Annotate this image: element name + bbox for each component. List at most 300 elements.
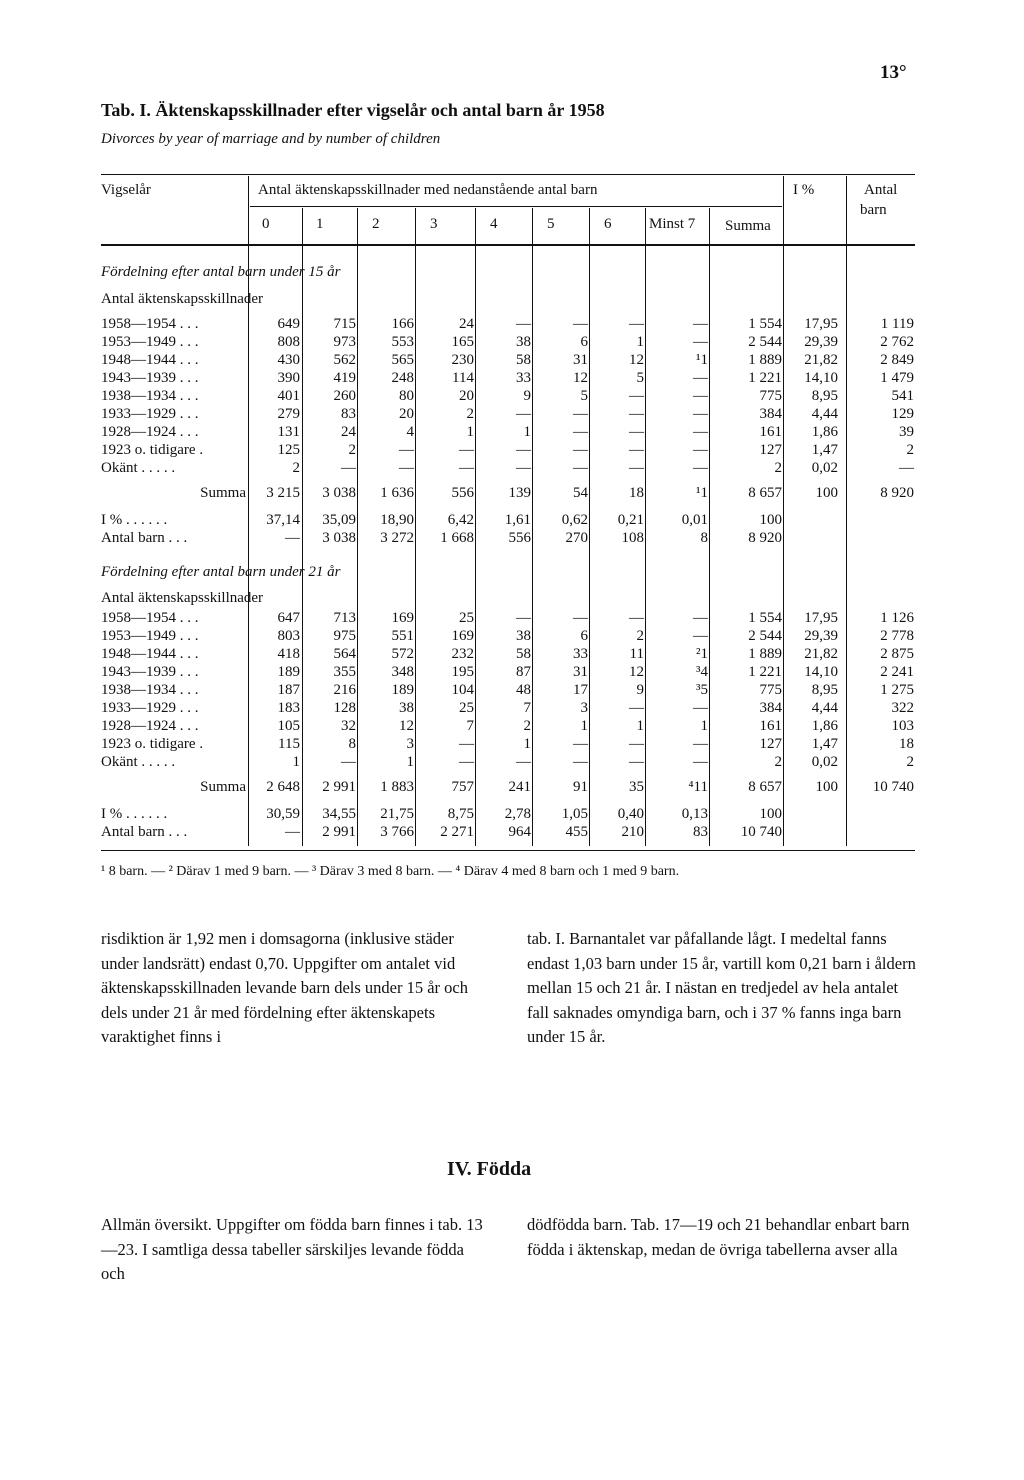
- table-cell: 1: [523, 736, 531, 752]
- section-subtitle: Antal äktenskapsskillnader: [101, 291, 264, 307]
- table-cell: 8: [348, 736, 356, 752]
- header-vigselar: Vigselår: [101, 182, 151, 198]
- table-cell: —: [693, 406, 708, 422]
- row-label: 1948—1944 . . .: [101, 646, 199, 662]
- table-cell: 973: [333, 334, 356, 350]
- table-cell: 775: [759, 388, 782, 404]
- table-cell: 189: [391, 682, 414, 698]
- table-cell: 715: [333, 316, 356, 332]
- table-cell: 161: [759, 718, 782, 734]
- table-cell: 80: [399, 388, 414, 404]
- table-cell: —: [693, 700, 708, 716]
- table-cell: —: [341, 460, 356, 476]
- page-number: 13°: [880, 62, 907, 83]
- table-cell: 29,39: [804, 334, 838, 350]
- table-cell: 12: [399, 718, 414, 734]
- table-cell: 808: [277, 334, 300, 350]
- table-cell: 31: [573, 664, 588, 680]
- table-cell: 24: [459, 316, 474, 332]
- table-cell: —: [693, 460, 708, 476]
- row-label: 1938—1934 . . .: [101, 388, 199, 404]
- table-cell: 1,47: [811, 736, 838, 752]
- header-barn-1: Antal: [864, 182, 898, 198]
- table-cell: 1 554: [748, 316, 782, 332]
- table-cell: —: [285, 824, 300, 840]
- table-cell: 20: [459, 388, 474, 404]
- table-cell: 34,55: [322, 806, 356, 822]
- table-cell: 48: [516, 682, 531, 698]
- table-cell: 1 221: [748, 370, 782, 386]
- table-cell: 1,86: [811, 718, 838, 734]
- section-subtitle: Antal äktenskapsskillnader: [101, 590, 264, 606]
- table-cell: 2: [523, 718, 531, 734]
- table-cell: 2: [292, 460, 300, 476]
- row-label: 1928—1924 . . .: [101, 424, 199, 440]
- table-cell: ¹1: [696, 485, 708, 501]
- table-cell: —: [573, 424, 588, 440]
- table-cell: —: [573, 460, 588, 476]
- table-cell: 0,62: [561, 512, 588, 528]
- table-row: [0, 645, 1024, 663]
- table-cell: —: [516, 442, 531, 458]
- table-bottom-rule: [101, 850, 915, 851]
- row-label: 1948—1944 . . .: [101, 352, 199, 368]
- table-cell: 2 271: [440, 824, 474, 840]
- table-cell: 7: [466, 718, 474, 734]
- table-cell: 1: [466, 424, 474, 440]
- table-cell: 4: [406, 424, 414, 440]
- table-cell: 125: [277, 442, 300, 458]
- table-cell: —: [573, 754, 588, 770]
- table-cell: 8 657: [748, 485, 782, 501]
- table-row: [0, 315, 1024, 333]
- table-cell: 390: [277, 370, 300, 386]
- header-group-rule: [250, 206, 782, 207]
- table-cell: 128: [333, 700, 356, 716]
- body-text-left: risdiktion är 1,92 men i domsagorna (inklusive städer under landsrätt) endast 0,70. Uppgifter om antalet vid äktenskapsskillnaden levande barn dels under 15 år och dels under 21 år med fördelning efter äktenskapets varaktighet finns i: [101, 929, 469, 1046]
- table-cell: —: [285, 530, 300, 546]
- body-text-2-left: Allmän översikt. Uppgifter om födda barn finnes i tab. 13—23. I samtliga dessa tabeller särskiljes levande födda och: [101, 1215, 483, 1283]
- table-cell: 401: [277, 388, 300, 404]
- table-cell: 541: [891, 388, 914, 404]
- table-cell: —: [629, 388, 644, 404]
- table-row: [0, 351, 1024, 369]
- table-cell: 58: [516, 352, 531, 368]
- table-cell: 18,90: [380, 512, 414, 528]
- row-label: Antal barn . . .: [101, 530, 188, 546]
- table-row: [0, 423, 1024, 441]
- table-cell: 1: [636, 718, 644, 734]
- table-cell: 2 648: [266, 779, 300, 795]
- table-cell: 322: [891, 700, 914, 716]
- row-label: 1938—1934 . . .: [101, 682, 199, 698]
- table-cell: 1 889: [748, 352, 782, 368]
- header-group: Antal äktenskapsskillnader med nedanstående antal barn: [258, 182, 598, 198]
- header-col-6: 6: [604, 216, 612, 232]
- table-cell: 169: [391, 610, 414, 626]
- table-cell: 25: [459, 700, 474, 716]
- table-cell: —: [629, 754, 644, 770]
- table-cell: 2 762: [880, 334, 914, 350]
- table-cell: 564: [333, 646, 356, 662]
- table-cell: 104: [451, 682, 474, 698]
- table-subtitle: Divorces by year of marriage and by number of children: [101, 131, 441, 147]
- table-cell: 1,86: [811, 424, 838, 440]
- table-cell: 1,05: [561, 806, 588, 822]
- row-label: 1923 o. tidigare .: [101, 736, 204, 752]
- table-cell: 58: [516, 646, 531, 662]
- table-cell: 562: [333, 352, 356, 368]
- header-col-2: 2: [372, 216, 380, 232]
- table-cell: 1,47: [811, 442, 838, 458]
- footnotes: ¹ 8 barn. — ² Därav 1 med 9 barn. — ³ Därav 3 med 8 barn. — ⁴ Därav 4 med 8 barn och 1 med 9 barn.: [101, 864, 680, 879]
- table-cell: 1,61: [504, 512, 531, 528]
- table-cell: 1 668: [440, 530, 474, 546]
- table-cell: 38: [516, 334, 531, 350]
- table-cell: 232: [451, 646, 474, 662]
- table-cell: —: [516, 610, 531, 626]
- table-cell: —: [573, 406, 588, 422]
- table-cell: —: [459, 736, 474, 752]
- table-cell: 2 778: [880, 628, 914, 644]
- table-cell: 2 991: [322, 824, 356, 840]
- table-cell: —: [693, 388, 708, 404]
- table-cell: —: [516, 406, 531, 422]
- table-cell: —: [899, 460, 914, 476]
- header-barn-2: barn: [860, 202, 887, 218]
- table-cell: 803: [277, 628, 300, 644]
- barn-row: [0, 823, 1024, 841]
- table-row: [0, 753, 1024, 771]
- table-cell: 430: [277, 352, 300, 368]
- table-cell: 127: [759, 442, 782, 458]
- table-cell: 2 544: [748, 628, 782, 644]
- table-cell: 3: [580, 700, 588, 716]
- table-cell: 8,75: [447, 806, 474, 822]
- table-cell: 87: [516, 664, 531, 680]
- table-row: [0, 459, 1024, 477]
- table-cell: 649: [277, 316, 300, 332]
- table-cell: —: [459, 442, 474, 458]
- table-cell: 757: [451, 779, 474, 795]
- header-col-5: 5: [547, 216, 555, 232]
- table-cell: ³4: [696, 664, 708, 680]
- table-cell: 8,95: [811, 682, 838, 698]
- table-cell: 35: [629, 779, 644, 795]
- table-cell: 1 126: [880, 610, 914, 626]
- section-title: Fördelning efter antal barn under 21 år: [101, 564, 341, 580]
- table-cell: 100: [759, 512, 782, 528]
- table-cell: 20: [399, 406, 414, 422]
- table-top-rule: [101, 174, 915, 175]
- table-cell: 0,40: [617, 806, 644, 822]
- table-cell: 713: [333, 610, 356, 626]
- table-cell: —: [693, 736, 708, 752]
- table-cell: —: [693, 754, 708, 770]
- table-cell: —: [693, 316, 708, 332]
- table-cell: 355: [333, 664, 356, 680]
- table-cell: —: [693, 370, 708, 386]
- table-cell: 1 636: [380, 485, 414, 501]
- table-cell: 105: [277, 718, 300, 734]
- table-cell: 0,02: [811, 460, 838, 476]
- table-cell: 83: [341, 406, 356, 422]
- table-cell: 1 119: [880, 316, 914, 332]
- table-cell: 556: [451, 485, 474, 501]
- table-cell: —: [629, 424, 644, 440]
- table-cell: ¹1: [696, 352, 708, 368]
- table-cell: 129: [891, 406, 914, 422]
- table-cell: 100: [815, 779, 838, 795]
- row-label: Okänt . . . . .: [101, 754, 176, 770]
- table-cell: —: [693, 610, 708, 626]
- row-label: Summa: [200, 485, 246, 501]
- table-cell: 1 221: [748, 664, 782, 680]
- table-title: Tab. I. Äktenskapsskillnader efter vigselår och antal barn år 1958: [101, 100, 605, 120]
- table-cell: —: [629, 700, 644, 716]
- table-cell: 3 215: [266, 485, 300, 501]
- table-cell: 33: [573, 646, 588, 662]
- table-cell: 161: [759, 424, 782, 440]
- table-cell: 6: [580, 628, 588, 644]
- table-cell: ⁴11: [688, 779, 708, 795]
- table-cell: 17,95: [804, 610, 838, 626]
- row-label: 1958—1954 . . .: [101, 316, 199, 332]
- table-cell: —: [629, 406, 644, 422]
- table-cell: 2 241: [880, 664, 914, 680]
- table-cell: 2: [774, 460, 782, 476]
- header-col-minst7: Minst 7: [649, 216, 696, 232]
- table-cell: 33: [516, 370, 531, 386]
- table-cell: 17: [573, 682, 588, 698]
- table-cell: 384: [759, 406, 782, 422]
- table-cell: 8 657: [748, 779, 782, 795]
- section-title: Fördelning efter antal barn under 15 år: [101, 264, 341, 280]
- table-cell: 2 544: [748, 334, 782, 350]
- section-heading: IV. Födda: [447, 1158, 532, 1180]
- table-cell: 1 479: [880, 370, 914, 386]
- table-cell: 1: [292, 754, 300, 770]
- row-label: 1933—1929 . . .: [101, 406, 199, 422]
- table-cell: 100: [815, 485, 838, 501]
- table-cell: 553: [391, 334, 414, 350]
- table-cell: 114: [452, 370, 474, 386]
- table-cell: 21,82: [804, 352, 838, 368]
- table-cell: 195: [451, 664, 474, 680]
- table-cell: 1 275: [880, 682, 914, 698]
- table-cell: 187: [277, 682, 300, 698]
- table-cell: 8: [700, 530, 708, 546]
- table-cell: 647: [277, 610, 300, 626]
- header-col-1: 1: [316, 216, 324, 232]
- table-cell: 12: [573, 370, 588, 386]
- table-row: [0, 609, 1024, 627]
- table-row: [0, 681, 1024, 699]
- table-cell: —: [516, 754, 531, 770]
- table-cell: 14,10: [804, 664, 838, 680]
- table-cell: 83: [693, 824, 708, 840]
- table-cell: 166: [391, 316, 414, 332]
- table-cell: —: [693, 442, 708, 458]
- header-col-3: 3: [430, 216, 438, 232]
- table-row: [0, 333, 1024, 351]
- table-cell: —: [629, 460, 644, 476]
- row-label: 1958—1954 . . .: [101, 610, 199, 626]
- table-cell: 2 991: [322, 779, 356, 795]
- table-cell: —: [516, 316, 531, 332]
- table-row: [0, 369, 1024, 387]
- table-cell: 18: [899, 736, 914, 752]
- table-cell: 348: [391, 664, 414, 680]
- table-cell: 384: [759, 700, 782, 716]
- table-cell: 3: [406, 736, 414, 752]
- table-cell: 39: [899, 424, 914, 440]
- header-bottom-rule: [101, 244, 915, 246]
- table-cell: 38: [516, 628, 531, 644]
- table-cell: 975: [333, 628, 356, 644]
- table-row: [0, 405, 1024, 423]
- table-cell: ³5: [696, 682, 708, 698]
- table-cell: 9: [523, 388, 531, 404]
- table-cell: —: [573, 442, 588, 458]
- table-cell: 2: [774, 754, 782, 770]
- table-cell: 3 272: [380, 530, 414, 546]
- table-cell: 419: [333, 370, 356, 386]
- table-cell: 165: [451, 334, 474, 350]
- table-cell: 100: [759, 806, 782, 822]
- table-cell: —: [629, 610, 644, 626]
- table-cell: 115: [278, 736, 300, 752]
- table-cell: —: [693, 334, 708, 350]
- table-cell: 8 920: [748, 530, 782, 546]
- table-cell: 10 740: [740, 824, 782, 840]
- table-cell: 216: [333, 682, 356, 698]
- row-label: 1943—1939 . . .: [101, 370, 199, 386]
- row-label: 1953—1949 . . .: [101, 334, 199, 350]
- table-cell: 1: [523, 424, 531, 440]
- table-cell: 8,95: [811, 388, 838, 404]
- table-cell: 455: [565, 824, 588, 840]
- table-cell: 3 038: [322, 485, 356, 501]
- table-row: [0, 717, 1024, 735]
- table-cell: 127: [759, 736, 782, 752]
- table-cell: 12: [629, 664, 644, 680]
- table-cell: —: [573, 736, 588, 752]
- table-cell: 241: [508, 779, 531, 795]
- table-cell: 1: [700, 718, 708, 734]
- pct-row: [0, 511, 1024, 529]
- table-cell: 38: [399, 700, 414, 716]
- row-label: 1943—1939 . . .: [101, 664, 199, 680]
- table-cell: 4,44: [811, 406, 838, 422]
- table-cell: —: [516, 460, 531, 476]
- table-cell: 17,95: [804, 316, 838, 332]
- table-cell: —: [459, 460, 474, 476]
- table-cell: 1 889: [748, 646, 782, 662]
- table-cell: 6: [580, 334, 588, 350]
- table-cell: 2: [466, 406, 474, 422]
- table-cell: 418: [277, 646, 300, 662]
- table-cell: 183: [277, 700, 300, 716]
- table-cell: 210: [621, 824, 644, 840]
- table-cell: 565: [391, 352, 414, 368]
- table-cell: 3 038: [322, 530, 356, 546]
- table-cell: 54: [573, 485, 588, 501]
- body-text-2-right: dödfödda barn. Tab. 17—19 och 21 behandlar enbart barn födda i äktenskap, medan de övriga tabellerna avser alla: [527, 1215, 910, 1259]
- table-cell: —: [693, 628, 708, 644]
- table-cell: 556: [508, 530, 531, 546]
- table-row: [0, 699, 1024, 717]
- table-cell: 1: [406, 754, 414, 770]
- table-cell: —: [399, 442, 414, 458]
- header-col-0: 0: [262, 216, 270, 232]
- row-label: I % . . . . . .: [101, 512, 168, 528]
- table-cell: 189: [277, 664, 300, 680]
- table-cell: 139: [508, 485, 531, 501]
- table-cell: 551: [391, 628, 414, 644]
- table-cell: 230: [451, 352, 474, 368]
- row-label: Okänt . . . . .: [101, 460, 176, 476]
- row-label: 1923 o. tidigare .: [101, 442, 204, 458]
- table-cell: 964: [508, 824, 531, 840]
- row-label: 1933—1929 . . .: [101, 700, 199, 716]
- table-cell: 31: [573, 352, 588, 368]
- table-cell: 2: [906, 442, 914, 458]
- table-cell: 131: [277, 424, 300, 440]
- header-col-4: 4: [490, 216, 498, 232]
- table-cell: —: [341, 754, 356, 770]
- table-cell: 169: [451, 628, 474, 644]
- table-row: [0, 441, 1024, 459]
- table-cell: 32: [341, 718, 356, 734]
- table-row: [0, 663, 1024, 681]
- table-cell: —: [573, 610, 588, 626]
- table-cell: 37,14: [266, 512, 300, 528]
- table-cell: 1: [580, 718, 588, 734]
- table-cell: 270: [565, 530, 588, 546]
- table-cell: 12: [629, 352, 644, 368]
- table-cell: 0,01: [681, 512, 708, 528]
- table-cell: ²1: [696, 646, 708, 662]
- table-cell: 775: [759, 682, 782, 698]
- header-col-summa: Summa: [725, 218, 771, 234]
- table-cell: —: [629, 442, 644, 458]
- table-cell: 9: [636, 682, 644, 698]
- table-cell: 14,10: [804, 370, 838, 386]
- table-cell: 25: [459, 610, 474, 626]
- table-cell: 10 740: [872, 779, 914, 795]
- table-cell: —: [573, 316, 588, 332]
- table-cell: 572: [391, 646, 414, 662]
- table-cell: 3 766: [380, 824, 414, 840]
- table-cell: 279: [277, 406, 300, 422]
- table-cell: —: [693, 424, 708, 440]
- table-cell: 1: [636, 334, 644, 350]
- table-cell: 2: [348, 442, 356, 458]
- table-row: [0, 627, 1024, 645]
- table-cell: 35,09: [322, 512, 356, 528]
- table-cell: 1 554: [748, 610, 782, 626]
- barn-row: [0, 529, 1024, 547]
- table-cell: 5: [580, 388, 588, 404]
- table-cell: 2,78: [504, 806, 531, 822]
- table-cell: 21,75: [380, 806, 414, 822]
- table-cell: 108: [621, 530, 644, 546]
- table-row: [0, 735, 1024, 753]
- table-cell: 2 849: [880, 352, 914, 368]
- table-cell: 18: [629, 485, 644, 501]
- table-cell: 7: [523, 700, 531, 716]
